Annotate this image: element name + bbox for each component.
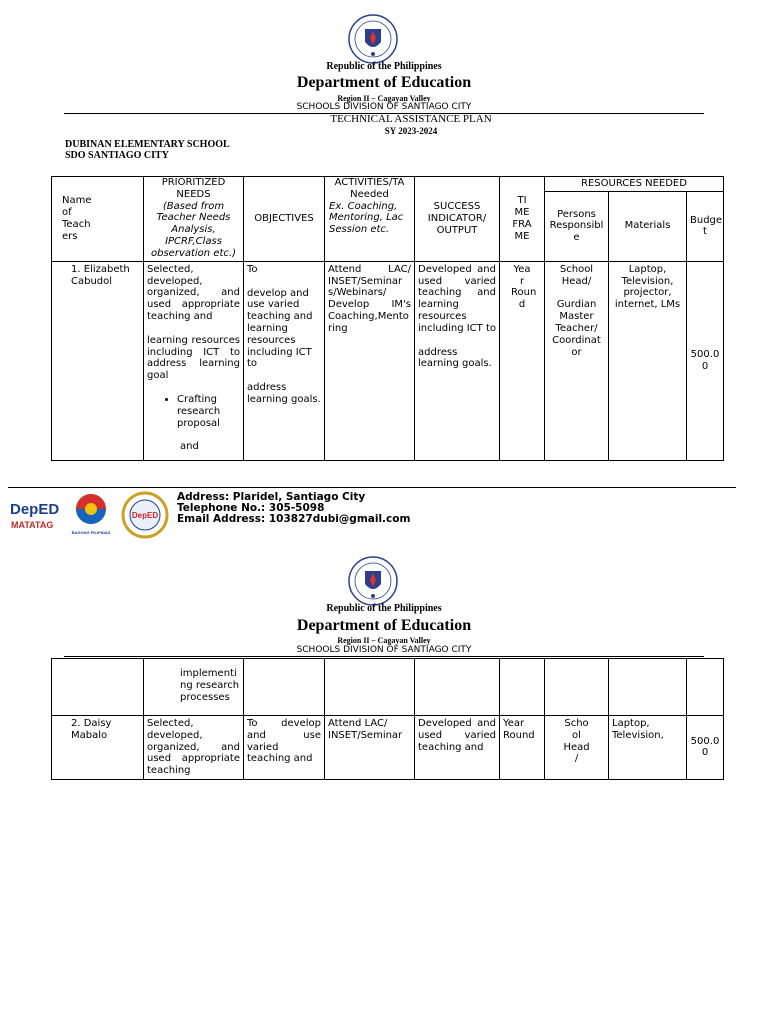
header-materials: Materials [609,191,687,261]
header-needs: PRIORITIZED NEEDS (Based from Teacher Needs Analysis, IPCRF,Class observation etc.) [144,177,244,262]
division-label: SCHOOLS DIVISION OF SANTIAGO CITY [296,645,472,655]
department-title: Department of Education [296,74,472,91]
svg-text:BAGONG PILIPINAS: BAGONG PILIPINAS [71,530,111,535]
success-cell: Developed and used varied teaching and [415,716,500,780]
republic-label: Republic of the Philippines [326,61,442,72]
table-row [52,659,724,716]
activities-cell: Attend LAC/ INSET/Seminar [325,716,415,780]
success-cell: Developed and used varied teaching and learning resources including ICT to address learning goals. [415,261,500,460]
deped-matatag-logo-icon [9,494,61,534]
sdo-name: SDO SANTIAGO CITY [65,150,169,161]
timeframe-cell: Year Round [500,716,545,780]
school-year: SY 2023-2024 [384,126,438,136]
technical-assistance-table [51,176,724,461]
technical-assistance-table-continued [51,658,724,780]
persons-cell: School Head/ Gurdian Master Teacher/ Coordinat or [545,261,609,460]
objectives-cell: To develop and use varied teaching and [244,716,325,780]
timeframe-cell: Yea r Roun d [500,261,545,460]
teacher-name: 2. Daisy Mabalo [52,716,144,780]
prioritized-needs: Selected, developed, organized, and used appropriate teaching and learning resources including ICT to address learning goal • Crafting research proposal and [144,261,244,460]
header-activities: ACTIVITIES/TA Needed Ex. Coaching, Mentoring, Lac Session etc. [325,177,415,262]
doc-title: TECHNICAL ASSISTANCE PLAN [330,113,492,125]
activities-cell: Attend LAC/ INSET/Seminar s/Webinars/ Develop IM's Coaching,Mento ring [325,261,415,460]
budget-cell: 500.0 0 [687,716,724,780]
school-seal-icon [121,491,169,539]
table-row [52,716,724,780]
deped-seal-icon [348,556,398,606]
header-success: SUCCESS INDICATOR/ OUTPUT [415,177,500,262]
bagong-pilipinas-logo-icon [67,489,115,537]
budget-cell: 500.0 0 [687,261,724,460]
deped-seal-icon [348,14,398,64]
header-name: Name of Teach ers [52,177,144,262]
footer-telephone: Telephone No.: 305-5098 [177,502,325,514]
school-name: DUBINAN ELEMENTARY SCHOOL [65,139,230,150]
materials-cell: Laptop, Television, projector, internet, LMs [609,261,687,460]
division-label: SCHOOLS DIVISION OF SANTIAGO CITY [296,102,472,112]
header-budget: Budge t [687,191,724,261]
header-persons: Persons Responsibl e [545,191,609,261]
prioritized-needs: implementi ng research processes [144,659,244,716]
materials-cell: Laptop, Television, [609,716,687,780]
svg-text:DepED: DepED [10,501,60,518]
prioritized-needs: Selected, developed, organized, and used appropriate teaching [144,716,244,780]
persons-cell: Scho ol Head / [545,716,609,780]
header-timeframe: TI ME FRA ME [500,177,545,262]
department-title: Department of Education [296,617,472,634]
region-label: Region II – Cagayan Valley [337,636,431,645]
objectives-cell: To develop and use varied teaching and learning resources including ICT to address learning goals. [244,261,325,460]
footer-email: Email Address: 103827dubi@gmail.com [177,513,411,525]
header-divider [64,656,704,657]
svg-text:DepED: DepED [131,511,159,520]
list-item: • Crafting research proposal [177,394,240,429]
teacher-name: 1. Elizabeth Cabudol [52,261,144,460]
svg-text:MATATAG: MATATAG [11,520,54,530]
region-label: Region II – Cagayan Valley [337,94,431,103]
header-resources: RESOURCES NEEDED [545,177,724,192]
footer-divider [8,487,736,488]
header-objectives: OBJECTIVES [244,177,325,262]
table-row [52,261,724,460]
footer-address: Address: Plaridel, Santiago City [177,491,366,503]
republic-label: Republic of the Philippines [326,603,442,614]
